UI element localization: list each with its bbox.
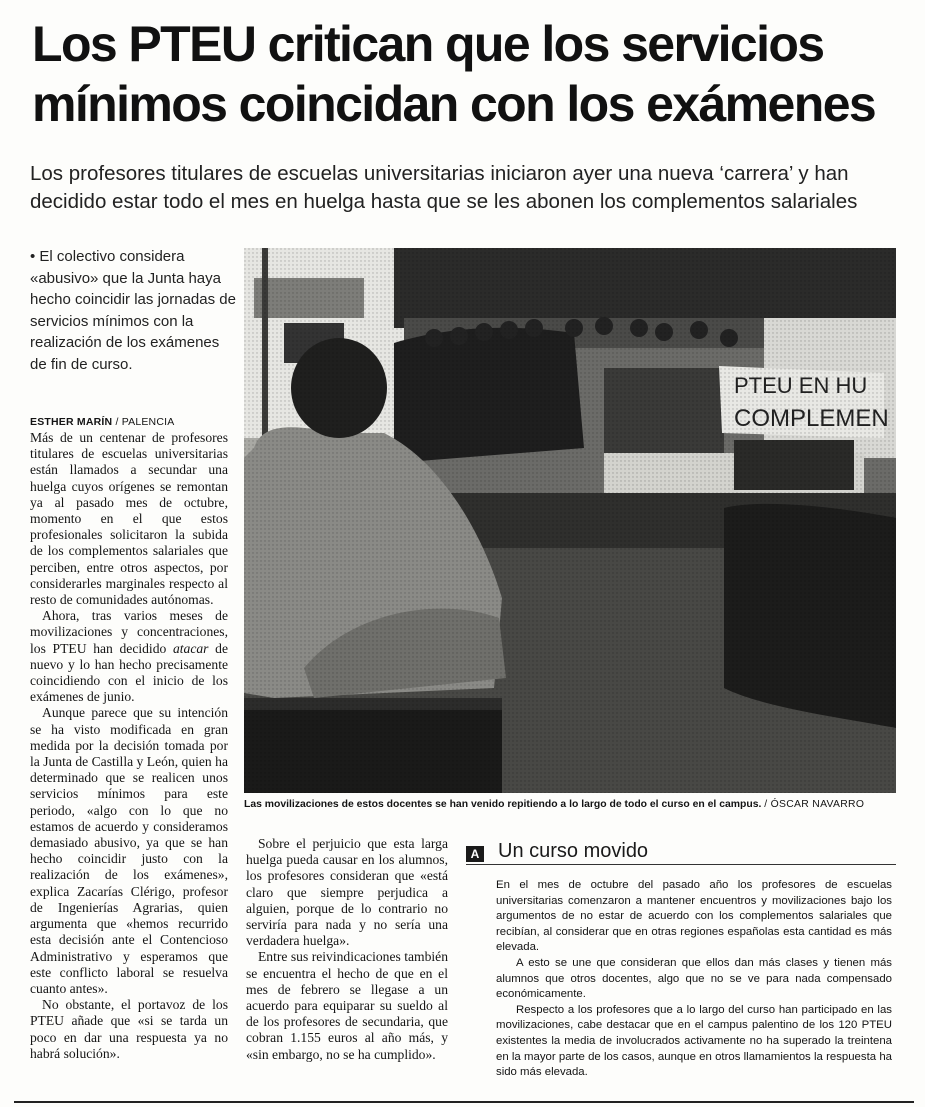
bottom-rule	[14, 1101, 914, 1103]
headline: Los PTEU critican que los servicios mínimos coincidan con los exámenes	[32, 16, 876, 132]
byline-author: ESTHER MARÍN	[30, 416, 113, 428]
sidebar-paragraph: A esto se une que consideran que ellos dan más clases y tienen más alumnos que otros docentes, algo que no se ve para nada compensado económicamente.	[496, 956, 892, 1001]
sidebar-header	[466, 842, 896, 865]
body-column-2	[246, 836, 448, 1063]
body-paragraph: Sobre el perjuicio que esta larga huelga pueda causar en los alumnos, los profesores consideran que «está claro que siempre perjudica a alguien, porque de lo contrario no serviría para nada y no sería una verdadera huelga».	[246, 836, 448, 949]
deck-subtitle: Los profesores titulares de escuelas universitarias iniciaron ayer una nueva ‘carrera’ y han decidido estar todo el mes en huelga hasta que se les abonen los complementos salariales	[30, 162, 858, 213]
body-paragraph: No obstante, el portavoz de los PTEU añade que «si se tarda un poco en dar una respuesta ya no habrá solución».	[30, 997, 228, 1061]
sidebar-paragraph: Respecto a los profesores que a lo largo del curso han participado en las movilizaciones, cabe destacar que en el campus palentino de los 120 PTEU existentes la media de involucrados activamente no ha superado la treintena en la mayor parte de los casos, aunque en otros llamamientos la respuesta ha sido más elevada.	[496, 1003, 892, 1079]
body-text: Ahora, tras varios meses de movilizaciones y concentraciones, los PTEU han decidido	[30, 608, 228, 656]
body-column-1	[30, 430, 228, 1062]
body-paragraph	[30, 608, 228, 705]
sidebar-title: Un curso movido	[498, 840, 649, 862]
photo-caption	[244, 799, 904, 810]
protest-photo	[244, 248, 896, 793]
body-paragraph: Entre sus reivindicaciones también se encuentra el hecho de que en el mes de febrero se llegase a un acuerdo para equiparar su sueldo al de los profesores de secundaria, que cobran 1.155 euros al año más, y «sin embargo, no se ha cumplido».	[246, 949, 448, 1062]
summary-bullet: • El colectivo considera «abusivo» que la Junta haya hecho coincidir las jornadas de servicios mínimos con la realización de los exámenes de fin de curso.	[30, 248, 236, 373]
body-paragraph: Aunque parece que su intención se ha visto modificada en gran medida por la decisión tomada por la Junta de Castilla y León, quien ha determinado que se realicen unos servicios mínimos para este periodo, «algo con lo que no estamos de acuerdo y consideramos demasiado abusivo, ya que se han hecho coincidir justo con la realización de los exámenes», explica Zacarías Clérigo, profesor de Ingenierías Agrarias, quien argumenta que «hemos recurrido esta decisión ante el Contencioso Administrativo y esperamos que este conflicto laboral se resuelva cuanto antes».	[30, 705, 228, 996]
body-paragraph: Más de un centenar de profesores titulares de escuelas universitarias están llamados a secundar una huelga cuyos orígenes se remontan ya al pasado mes de octubre, momento en el que estos profesionales solicitaron la subida de los complementos salariales que perciben, entre otros aspectos, por considerarles marginales respecto al resto de comunidades autónomas.	[30, 430, 228, 608]
photo-credit: / ÓSCAR NAVARRO	[764, 799, 865, 810]
section-marker-icon: A	[466, 846, 484, 862]
sidebar-body	[496, 878, 892, 1081]
emphasis-text: atacar	[172, 640, 209, 656]
byline-place: / PALENCIA	[115, 416, 175, 428]
sidebar-paragraph: En el mes de octubre del pasado año los profesores de escuelas universitarias comenzaron a mantener encuentros y movilizaciones bajo los argumentos de no estar de acuerdo con los complementos salariales que recibían, al considerar que en otras regiones españolas esta cantidad es más elevada.	[496, 879, 892, 954]
body-text: de nuevo y lo han hecho precisamente coincidiendo con el inicio de los exámenes de junio.	[30, 640, 228, 705]
byline	[30, 416, 245, 428]
caption-text: Las movilizaciones de estos docentes se han venido repitiendo a lo largo de todo el curso en el campus.	[244, 799, 762, 810]
